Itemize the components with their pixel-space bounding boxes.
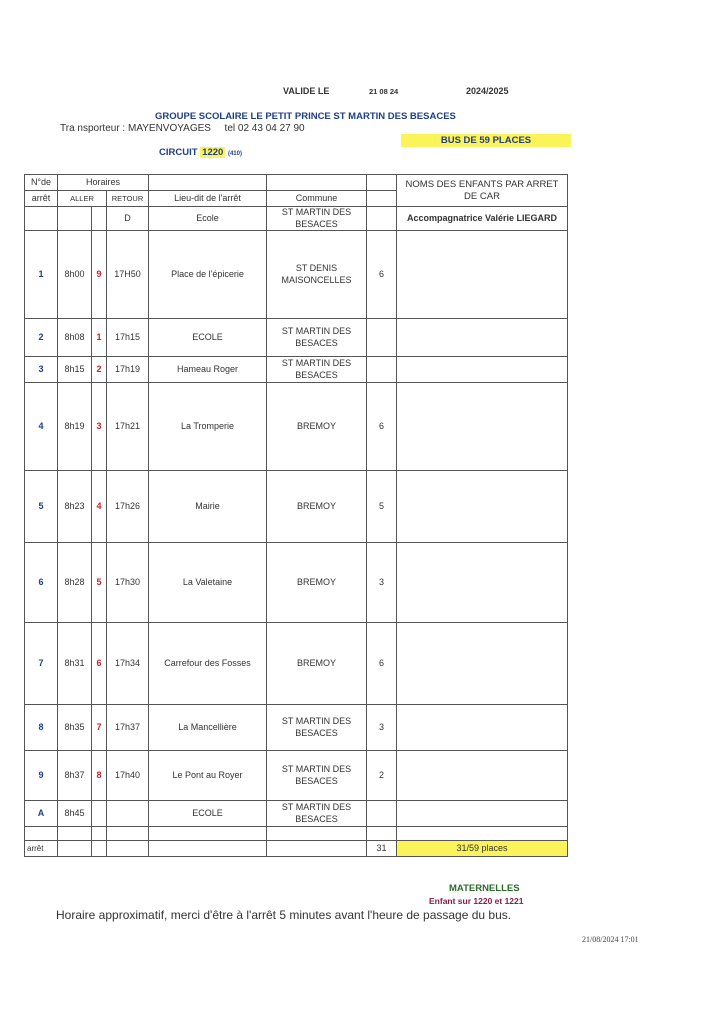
- time-aller: 8h31: [58, 623, 92, 705]
- stop-number: 2: [25, 319, 58, 357]
- enfant-sur-label: Enfant sur 1220 et 1221: [429, 896, 524, 906]
- time-retour: 17h30: [107, 543, 149, 623]
- transporter-name: Tra nsporteur : MAYENVOYAGES: [60, 123, 211, 134]
- children-count: [367, 357, 397, 383]
- valide-date: 21 08 24: [369, 87, 399, 96]
- table-row: [25, 231, 568, 319]
- header-noms: NOMS DES ENFANTS PAR ARRET DE CAR: [397, 175, 568, 207]
- maternelles-label: MATERNELLES: [449, 883, 520, 894]
- time-retour: 17h40: [107, 751, 149, 801]
- children-names: [397, 231, 568, 319]
- circuit-title: [159, 147, 242, 158]
- table-row: [25, 705, 568, 751]
- return-order: 3: [92, 383, 107, 471]
- stop-commune: BREMOY: [267, 383, 367, 471]
- header-lieu: Lieu-dit de l'arrêt: [149, 191, 267, 207]
- return-order: 4: [92, 471, 107, 543]
- table-row: [25, 801, 568, 827]
- children-count: 2: [367, 751, 397, 801]
- places-total: 31/59 places: [397, 841, 568, 857]
- table-row: [25, 543, 568, 623]
- header-row-1: [25, 175, 568, 191]
- valide-label: VALIDE LE: [283, 86, 330, 96]
- children-count: 3: [367, 543, 397, 623]
- timing-note: Horaire approximatif, merci d'être à l'arrêt 5 minutes avant l'heure de passage du bus.: [56, 908, 512, 922]
- table-row: [25, 383, 568, 471]
- stop-commune: ST MARTIN DES BESACES: [267, 319, 367, 357]
- children-names: [397, 471, 568, 543]
- children-count: 6: [367, 383, 397, 471]
- stop-commune: BREMOY: [267, 543, 367, 623]
- children-count: [367, 801, 397, 827]
- circuit-number: 1220: [202, 147, 224, 158]
- time-aller: 8h15: [58, 357, 92, 383]
- stop-commune: ST MARTIN DES BESACES: [267, 801, 367, 827]
- stop-place: Carrefour des Fosses: [149, 623, 267, 705]
- time-retour: 17h21: [107, 383, 149, 471]
- start-commune: ST MARTIN DES BESACES: [267, 207, 367, 231]
- header-horaires: Horaires: [58, 175, 149, 191]
- stop-number: 6: [25, 543, 58, 623]
- children-names: [397, 383, 568, 471]
- children-names: [397, 801, 568, 827]
- return-order: 8: [92, 751, 107, 801]
- print-timestamp: 21/08/2024 17:01: [582, 935, 639, 944]
- children-names: [397, 623, 568, 705]
- children-names: [397, 357, 568, 383]
- transporter: [60, 123, 305, 134]
- time-aller: 8h19: [58, 383, 92, 471]
- return-order: 6: [92, 623, 107, 705]
- stop-place: ECOLE: [149, 319, 267, 357]
- stop-number: 3: [25, 357, 58, 383]
- stop-place: La Mancellière: [149, 705, 267, 751]
- stop-place: Mairie: [149, 471, 267, 543]
- table-row: [25, 471, 568, 543]
- stop-commune: BREMOY: [267, 623, 367, 705]
- time-retour: 17H50: [107, 231, 149, 319]
- stop-commune: ST MARTIN DES BESACES: [267, 357, 367, 383]
- children-names: [397, 319, 568, 357]
- time-aller: 8h23: [58, 471, 92, 543]
- school-name: GROUPE SCOLAIRE LE PETIT PRINCE ST MARTIN DES BESACES: [155, 111, 456, 122]
- totals-label: arrêt: [25, 841, 58, 857]
- return-order: 7: [92, 705, 107, 751]
- time-aller: 8h45: [58, 801, 92, 827]
- schedule-table: [24, 174, 568, 857]
- children-count: 6: [367, 231, 397, 319]
- header-commune: Commune: [267, 191, 367, 207]
- start-row: [25, 207, 568, 231]
- header-arret: arrêt: [25, 191, 58, 207]
- return-order: 9: [92, 231, 107, 319]
- table-row: [25, 623, 568, 705]
- return-order: 2: [92, 357, 107, 383]
- spacer-row: [25, 827, 568, 841]
- return-order: [92, 801, 107, 827]
- stop-number: 7: [25, 623, 58, 705]
- time-retour: 17h34: [107, 623, 149, 705]
- children-total: 31: [367, 841, 397, 857]
- stop-number: A: [25, 801, 58, 827]
- school-year: 2024/2025: [466, 86, 509, 96]
- children-count: 6: [367, 623, 397, 705]
- children-count: 3: [367, 705, 397, 751]
- circuit-label: CIRCUIT: [159, 147, 198, 158]
- time-aller: 8h37: [58, 751, 92, 801]
- children-names: [397, 705, 568, 751]
- stop-number: 8: [25, 705, 58, 751]
- return-order: 1: [92, 319, 107, 357]
- time-aller: 8h35: [58, 705, 92, 751]
- time-aller: 8h08: [58, 319, 92, 357]
- stop-number: 1: [25, 231, 58, 319]
- table-row: [25, 319, 568, 357]
- time-retour: 17h15: [107, 319, 149, 357]
- stop-commune: ST DENIS MAISONCELLES: [267, 231, 367, 319]
- time-retour: [107, 801, 149, 827]
- stop-commune: ST MARTIN DES BESACES: [267, 751, 367, 801]
- children-names: [397, 543, 568, 623]
- totals-row: [25, 841, 568, 857]
- stop-commune: BREMOY: [267, 471, 367, 543]
- time-retour: 17h26: [107, 471, 149, 543]
- time-retour: 17h19: [107, 357, 149, 383]
- start-lieu: Ecole: [149, 207, 267, 231]
- stop-number: 4: [25, 383, 58, 471]
- table-row: [25, 357, 568, 383]
- stop-place: La Tromperie: [149, 383, 267, 471]
- table-row: [25, 751, 568, 801]
- stop-commune: ST MARTIN DES BESACES: [267, 705, 367, 751]
- time-aller: 8h00: [58, 231, 92, 319]
- stop-place: Hameau Roger: [149, 357, 267, 383]
- stop-number: 5: [25, 471, 58, 543]
- stop-place: La Valetaine: [149, 543, 267, 623]
- bus-capacity-label: BUS DE 59 PLACES: [401, 134, 571, 147]
- circuit-sub: (410): [227, 151, 242, 157]
- stop-place: Place de l'épicerie: [149, 231, 267, 319]
- return-order: 5: [92, 543, 107, 623]
- start-retour: D: [107, 207, 149, 231]
- accompagnatrice: Accompagnatrice Valérie LIEGARD: [397, 207, 568, 231]
- header-retour: RETOUR: [107, 191, 149, 207]
- children-count: 5: [367, 471, 397, 543]
- time-retour: 17h37: [107, 705, 149, 751]
- header-aller: ALLER: [58, 191, 107, 207]
- children-names: [397, 751, 568, 801]
- stop-number: 9: [25, 751, 58, 801]
- stop-place: Le Pont au Royer: [149, 751, 267, 801]
- time-aller: 8h28: [58, 543, 92, 623]
- header-no: N°de: [25, 175, 58, 191]
- stop-place: ECOLE: [149, 801, 267, 827]
- children-count: [367, 319, 397, 357]
- transporter-phone: tel 02 43 04 27 90: [224, 123, 305, 134]
